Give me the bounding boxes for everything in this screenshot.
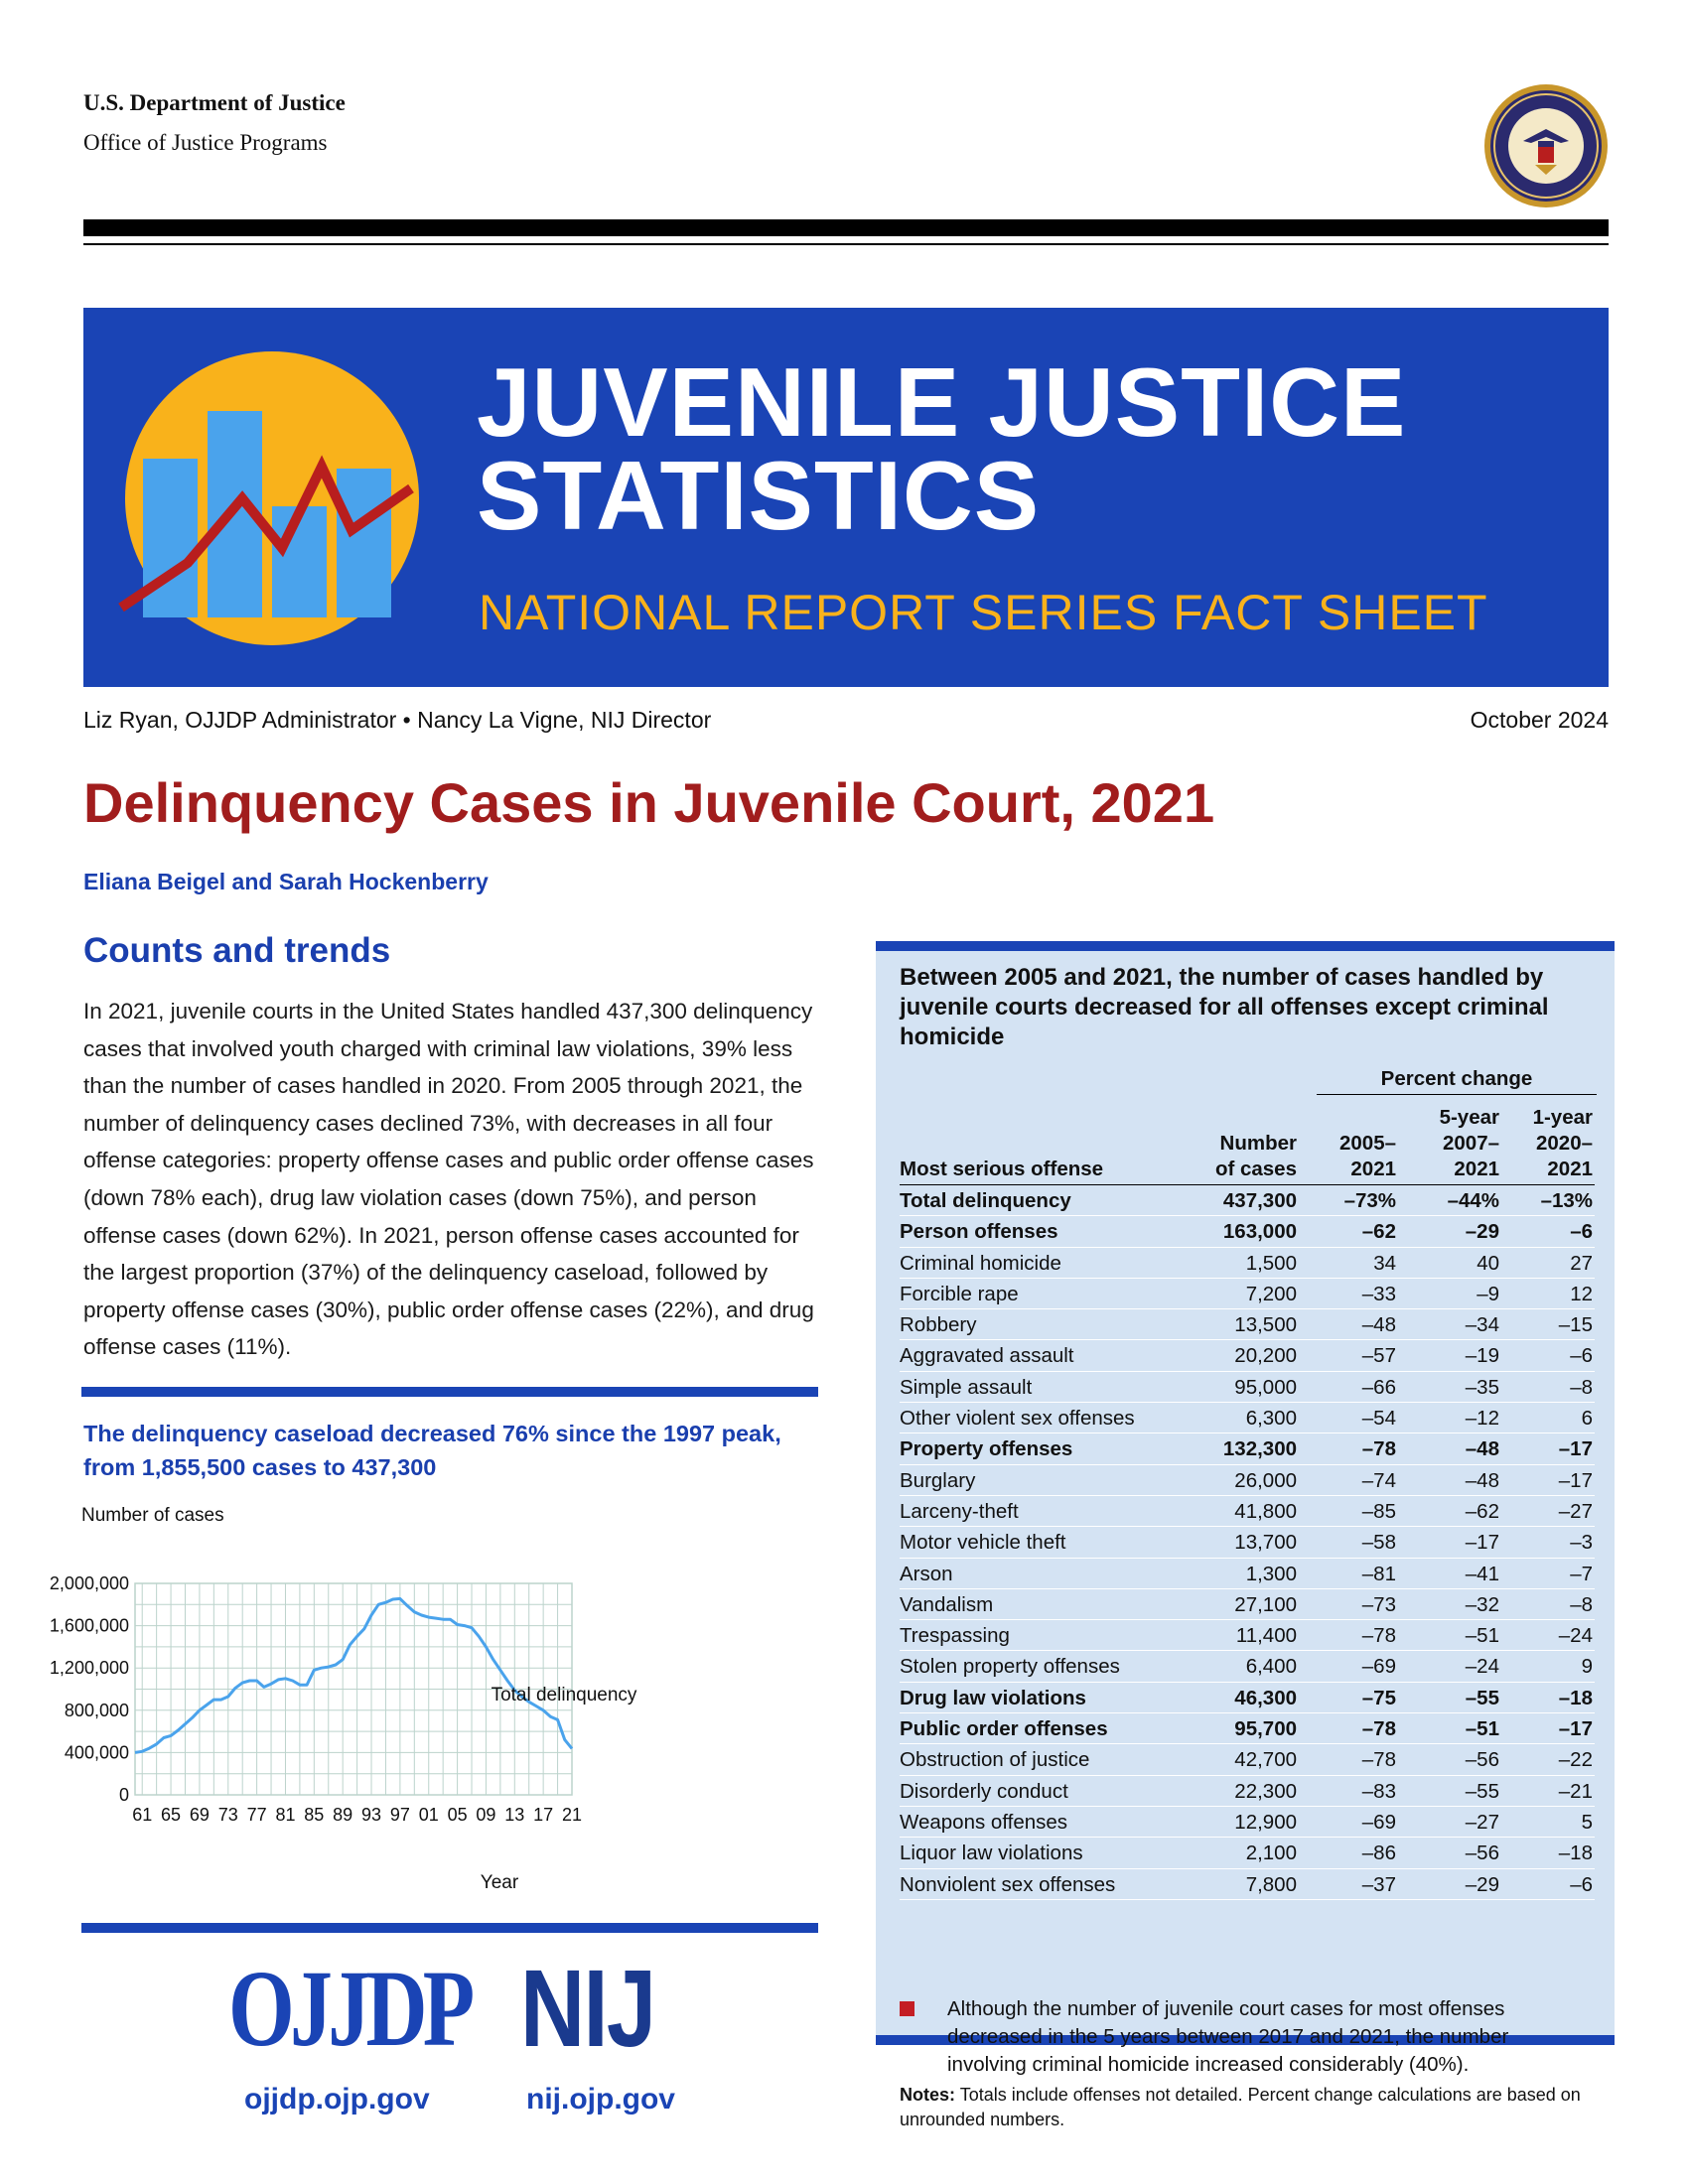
change-2007-cell: 40 — [1477, 1251, 1499, 1275]
change-2005-cell: –78 — [1361, 1437, 1396, 1461]
offense-cell: Nonviolent sex offenses — [900, 1872, 1116, 1896]
offense-cell: Property offenses — [900, 1437, 1073, 1461]
change-2020-cell: –3 — [1570, 1531, 1593, 1555]
x-tick-label: 01 — [418, 1805, 439, 1825]
cases-cell: 1,300 — [1245, 1562, 1297, 1585]
x-tick-label: 13 — [504, 1805, 525, 1825]
offense-cell: Burglary — [900, 1468, 976, 1492]
body-paragraph: In 2021, juvenile courts in the United States handled 437,300 delinquency cases that involved youth charged with criminal law violations, 39% less than the number of cases handled in 2020. From 2005 through 2021, the number of delinquency cases declined 73%, with decreases in all four offense categories: property offense cases and public order offense cases (down 78% each), drug law violation cases (down 75%), and person offense cases (down 62%). In 2021, person offense cases accounted for the largest proportion (37%) of the delinquency caseload, followed by property offense cases (30%), public order offense cases (22%), and drug offense cases (11%). — [83, 999, 814, 1360]
cases-cell: 6,300 — [1245, 1407, 1297, 1431]
offense-table-panel — [876, 941, 1615, 2129]
y-tick-label: 400,000 — [64, 1742, 129, 1763]
y-tick-label: 800,000 — [64, 1700, 129, 1720]
chart-logo-icon — [113, 340, 431, 647]
section-heading: Counts and trends — [83, 931, 391, 970]
x-tick-label: 05 — [447, 1805, 468, 1825]
notes-text: Totals include offenses not detailed. Percent change calculations are based on unrounded numbers. — [900, 2085, 1581, 2129]
offense-cell: Stolen property offenses — [900, 1655, 1120, 1679]
cases-cell: 46,300 — [1234, 1686, 1297, 1709]
change-2005-cell: –33 — [1361, 1282, 1396, 1305]
change-2005-cell: –73 — [1361, 1592, 1396, 1616]
cases-cell: 20,200 — [1234, 1344, 1297, 1368]
change-2005-cell: –54 — [1361, 1407, 1396, 1431]
table-row — [900, 1496, 1595, 1527]
table-row — [900, 1744, 1595, 1775]
change-2007-cell: –24 — [1465, 1655, 1499, 1679]
change-2020-cell: 6 — [1581, 1407, 1593, 1431]
x-axis-label: Year — [480, 1872, 519, 1893]
change-2007-cell: –51 — [1465, 1717, 1499, 1741]
banner-title-line1: JUVENILE JUSTICE — [477, 347, 1407, 457]
change-2020-cell: –17 — [1558, 1437, 1593, 1461]
col-cases-header — [1215, 1131, 1297, 1182]
change-2020-cell: –17 — [1558, 1717, 1593, 1741]
header-rule-thin — [83, 243, 1609, 245]
change-2005-cell: –85 — [1361, 1499, 1396, 1523]
notes-label: Notes: — [900, 2085, 956, 2105]
change-2020-cell: 5 — [1581, 1810, 1593, 1834]
table-row — [900, 1248, 1595, 1279]
change-2007-cell: –55 — [1465, 1686, 1499, 1709]
cases-cell: 7,200 — [1245, 1282, 1297, 1305]
cases-cell: 27,100 — [1234, 1592, 1297, 1616]
col-2007-label-0: 5-year — [1439, 1106, 1499, 1129]
banner-title-line2: STATISTICS — [477, 441, 1041, 550]
change-2005-cell: –48 — [1361, 1313, 1396, 1337]
col-cases-label-1: Number — [1219, 1132, 1297, 1155]
cases-cell: 7,800 — [1245, 1872, 1297, 1896]
change-2005-cell: –78 — [1361, 1748, 1396, 1772]
bullet-text: Although the number of juvenile court cases for most offenses decreased in the 5 years between 2017 and 2021, the number involving criminal homicide increased considerably (40%). — [947, 1997, 1509, 2076]
bullet-square-icon — [900, 2001, 914, 2016]
change-2020-cell: –6 — [1570, 1344, 1593, 1368]
col-cases-label-2: of cases — [1214, 1158, 1297, 1180]
change-2020-cell: –13% — [1540, 1189, 1593, 1212]
nij-logo: NIJ — [520, 1948, 655, 2070]
table-row — [900, 1683, 1595, 1713]
offense-cell: Other violent sex offenses — [900, 1407, 1135, 1431]
table-row — [900, 1651, 1595, 1682]
cases-cell: 95,000 — [1234, 1375, 1297, 1399]
col-2005-label-2: 2021 — [1350, 1158, 1396, 1180]
page-title: Delinquency Cases in Juvenile Court, 2021 — [83, 771, 1215, 834]
table-row — [900, 1807, 1595, 1838]
x-tick-label: 93 — [361, 1805, 382, 1825]
agency-header — [83, 83, 346, 163]
col-2020-label-0: 1-year — [1532, 1106, 1593, 1129]
offense-cell: Larceny-theft — [900, 1499, 1019, 1523]
offense-cell: Vandalism — [900, 1592, 994, 1616]
administrators-line: Liz Ryan, OJJDP Administrator • Nancy La Vigne, NIJ Director — [83, 707, 712, 733]
series-line-total-delinquency — [135, 1598, 572, 1752]
change-2020-cell: –15 — [1558, 1313, 1593, 1337]
y-tick-label: 2,000,000 — [49, 1573, 129, 1593]
x-tick-label: 73 — [217, 1805, 238, 1825]
change-2005-cell: –69 — [1361, 1655, 1396, 1679]
offense-cell: Criminal homicide — [900, 1251, 1061, 1275]
cases-cell: 1,500 — [1245, 1251, 1297, 1275]
panel-heading: Between 2005 and 2021, the number of cases handled by juvenile courts decreased for all offenses except criminal homicide — [900, 964, 1549, 1050]
y-tick-label: 0 — [118, 1785, 129, 1805]
x-tick-label: 21 — [561, 1805, 583, 1825]
y-tick-label: 1,200,000 — [49, 1658, 129, 1679]
change-2007-cell: –9 — [1477, 1282, 1499, 1305]
x-tick-label: 77 — [246, 1805, 267, 1825]
change-2005-cell: –81 — [1361, 1562, 1396, 1585]
offense-cell: Disorderly conduct — [900, 1779, 1068, 1803]
x-tick-label: 69 — [189, 1805, 210, 1825]
x-tick-label: 65 — [161, 1805, 182, 1825]
banner-title — [477, 347, 1407, 550]
offense-cell: Drug law violations — [900, 1686, 1086, 1709]
col-2020-label-2: 2021 — [1547, 1158, 1593, 1180]
offense-cell: Aggravated assault — [900, 1344, 1074, 1368]
change-2020-cell: –21 — [1558, 1779, 1593, 1803]
change-2007-cell: –48 — [1465, 1437, 1499, 1461]
agency-office: Office of Justice Programs — [83, 130, 328, 155]
agency-name: U.S. Department of Justice — [83, 90, 346, 115]
change-2007-cell: –19 — [1465, 1344, 1499, 1368]
x-tick-label: 61 — [132, 1805, 153, 1825]
col-2020-label-1: 2020– — [1535, 1132, 1593, 1155]
offense-cell: Simple assault — [900, 1375, 1033, 1399]
table-row — [900, 1216, 1595, 1247]
change-2020-cell: 9 — [1581, 1655, 1593, 1679]
table-row — [900, 1309, 1595, 1340]
chart-top-rule — [81, 1387, 818, 1397]
table-body — [900, 1185, 1595, 1900]
change-2005-cell: –37 — [1361, 1872, 1396, 1896]
cases-cell: 41,800 — [1234, 1499, 1297, 1523]
change-2007-cell: –29 — [1465, 1220, 1499, 1244]
table-row — [900, 1372, 1595, 1403]
change-2007-cell: –34 — [1465, 1313, 1499, 1337]
series-banner — [83, 308, 1609, 687]
x-tick-label: 97 — [389, 1805, 410, 1825]
x-tick-label: 81 — [275, 1805, 296, 1825]
cases-cell: 2,100 — [1245, 1842, 1297, 1865]
cases-cell: 132,300 — [1222, 1437, 1297, 1461]
doj-seal-icon — [1483, 83, 1609, 208]
chart-caption: The delinquency caseload decreased 76% since the 1997 peak, from 1,855,500 cases to 437,300 — [83, 1421, 781, 1480]
change-2005-cell: –58 — [1361, 1531, 1396, 1555]
offense-cell: Forcible rape — [900, 1282, 1019, 1305]
cases-cell: 437,300 — [1222, 1189, 1297, 1212]
nij-url-link[interactable]: nij.ojp.gov — [526, 2083, 675, 2116]
cases-cell: 22,300 — [1234, 1779, 1297, 1803]
change-2005-cell: 34 — [1373, 1251, 1396, 1275]
cases-cell: 11,400 — [1235, 1624, 1297, 1648]
ojjdp-url-link[interactable]: ojjdp.ojp.gov — [244, 2083, 430, 2116]
change-2007-cell: –32 — [1465, 1592, 1499, 1616]
change-2020-cell: –17 — [1558, 1468, 1593, 1492]
delinquency-line-chart — [49, 1499, 820, 1896]
cases-cell: 163,000 — [1222, 1220, 1297, 1244]
change-2020-cell: –24 — [1558, 1624, 1593, 1648]
col-2007-header — [1440, 1105, 1499, 1182]
x-tick-label: 17 — [533, 1805, 554, 1825]
change-2007-cell: –12 — [1465, 1407, 1499, 1431]
change-2007-cell: –41 — [1465, 1562, 1499, 1585]
cases-cell: 26,000 — [1234, 1468, 1297, 1492]
change-2020-cell: –27 — [1558, 1499, 1593, 1523]
col-2005-label-1: 2005– — [1338, 1132, 1396, 1155]
y-axis-label: Number of cases — [81, 1505, 224, 1526]
offense-cell: Public order offenses — [900, 1717, 1108, 1741]
change-2007-cell: –44% — [1447, 1189, 1499, 1212]
x-tick-label: 89 — [333, 1805, 353, 1825]
offense-cell: Liquor law violations — [900, 1842, 1083, 1865]
table-row — [900, 1713, 1595, 1744]
offense-cell: Trespassing — [900, 1624, 1010, 1648]
publication-date: October 2024 — [1470, 707, 1609, 733]
change-2007-cell: –51 — [1465, 1624, 1499, 1648]
change-2007-cell: –55 — [1465, 1779, 1499, 1803]
cases-cell: 95,700 — [1234, 1717, 1297, 1741]
change-2007-cell: –29 — [1465, 1872, 1499, 1896]
cases-cell: 6,400 — [1245, 1655, 1297, 1679]
cases-cell: 12,900 — [1234, 1810, 1297, 1834]
change-2005-cell: –78 — [1361, 1624, 1396, 1648]
change-2020-cell: 12 — [1570, 1282, 1593, 1305]
change-2005-cell: –57 — [1361, 1344, 1396, 1368]
change-2007-cell: –48 — [1465, 1468, 1499, 1492]
banner-subtitle: NATIONAL REPORT SERIES FACT SHEET — [479, 585, 1488, 640]
change-2020-cell: –22 — [1558, 1748, 1593, 1772]
change-2007-cell: –17 — [1465, 1531, 1499, 1555]
table-row — [900, 1620, 1595, 1651]
offense-cell: Motor vehicle theft — [900, 1531, 1066, 1555]
y-tick-label: 1,600,000 — [49, 1615, 129, 1636]
change-2005-cell: –73% — [1343, 1189, 1396, 1212]
table-row — [900, 1185, 1595, 1216]
col-2007-label-2: 2021 — [1454, 1158, 1499, 1180]
table-row — [900, 1433, 1595, 1464]
change-2005-cell: –62 — [1361, 1220, 1396, 1244]
cases-cell: 42,700 — [1234, 1748, 1297, 1772]
change-2007-cell: –35 — [1465, 1375, 1499, 1399]
table-row — [900, 1559, 1595, 1589]
chart-bottom-rule — [81, 1923, 818, 1933]
change-2005-cell: –86 — [1361, 1842, 1396, 1865]
col-2020-header — [1533, 1105, 1593, 1182]
table-row — [900, 1403, 1595, 1433]
table-row — [900, 1465, 1595, 1496]
change-2020-cell: –7 — [1570, 1562, 1593, 1585]
x-tick-label: 85 — [304, 1805, 325, 1825]
table-header — [900, 1064, 1595, 1185]
change-2005-cell: –75 — [1361, 1686, 1396, 1709]
col-offense-header — [900, 1157, 1103, 1182]
table-row — [900, 1279, 1595, 1309]
change-2005-cell: –66 — [1361, 1375, 1396, 1399]
panel-notes — [900, 2083, 1595, 2132]
offense-cell: Total delinquency — [900, 1189, 1071, 1212]
change-2020-cell: –8 — [1570, 1375, 1593, 1399]
table-row — [900, 1340, 1595, 1371]
change-2020-cell: –18 — [1558, 1686, 1593, 1709]
col-2005-header — [1339, 1131, 1396, 1182]
change-2005-cell: –69 — [1361, 1810, 1396, 1834]
change-2020-cell: 27 — [1570, 1251, 1593, 1275]
change-2005-cell: –83 — [1361, 1779, 1396, 1803]
offense-cell: Weapons offenses — [900, 1810, 1068, 1834]
change-2020-cell: –18 — [1558, 1842, 1593, 1865]
table-row — [900, 1589, 1595, 1620]
offense-cell: Obstruction of justice — [900, 1748, 1090, 1772]
change-2005-cell: –78 — [1361, 1717, 1396, 1741]
change-2007-cell: –27 — [1465, 1810, 1499, 1834]
table-row — [900, 1527, 1595, 1558]
table-row — [900, 1838, 1595, 1868]
change-2007-cell: –56 — [1465, 1842, 1499, 1865]
authors: Eliana Beigel and Sarah Hockenberry — [83, 869, 489, 894]
table-row — [900, 1869, 1595, 1900]
table-row — [900, 1776, 1595, 1807]
offense-cell: Robbery — [900, 1313, 977, 1337]
series-annotation: Total delinquency — [491, 1685, 637, 1706]
ojjdp-logo: OJJDP — [228, 1948, 471, 2069]
cases-cell: 13,500 — [1234, 1313, 1297, 1337]
change-2007-cell: –62 — [1465, 1499, 1499, 1523]
change-2007-cell: –56 — [1465, 1748, 1499, 1772]
offense-cell: Person offenses — [900, 1220, 1058, 1244]
change-2005-cell: –74 — [1361, 1468, 1396, 1492]
change-2020-cell: –6 — [1570, 1220, 1593, 1244]
col-2007-label-1: 2007– — [1442, 1132, 1499, 1155]
x-tick-label: 09 — [476, 1805, 496, 1825]
change-2020-cell: –8 — [1570, 1592, 1593, 1616]
cases-cell: 13,700 — [1234, 1531, 1297, 1555]
offense-table — [900, 1064, 1595, 1900]
header-rule-thick — [83, 219, 1609, 236]
col-offense-label: Most serious offense — [900, 1158, 1104, 1180]
offense-cell: Arson — [900, 1562, 953, 1585]
change-2020-cell: –6 — [1570, 1872, 1593, 1896]
percent-change-header: Percent change — [1317, 1064, 1597, 1095]
